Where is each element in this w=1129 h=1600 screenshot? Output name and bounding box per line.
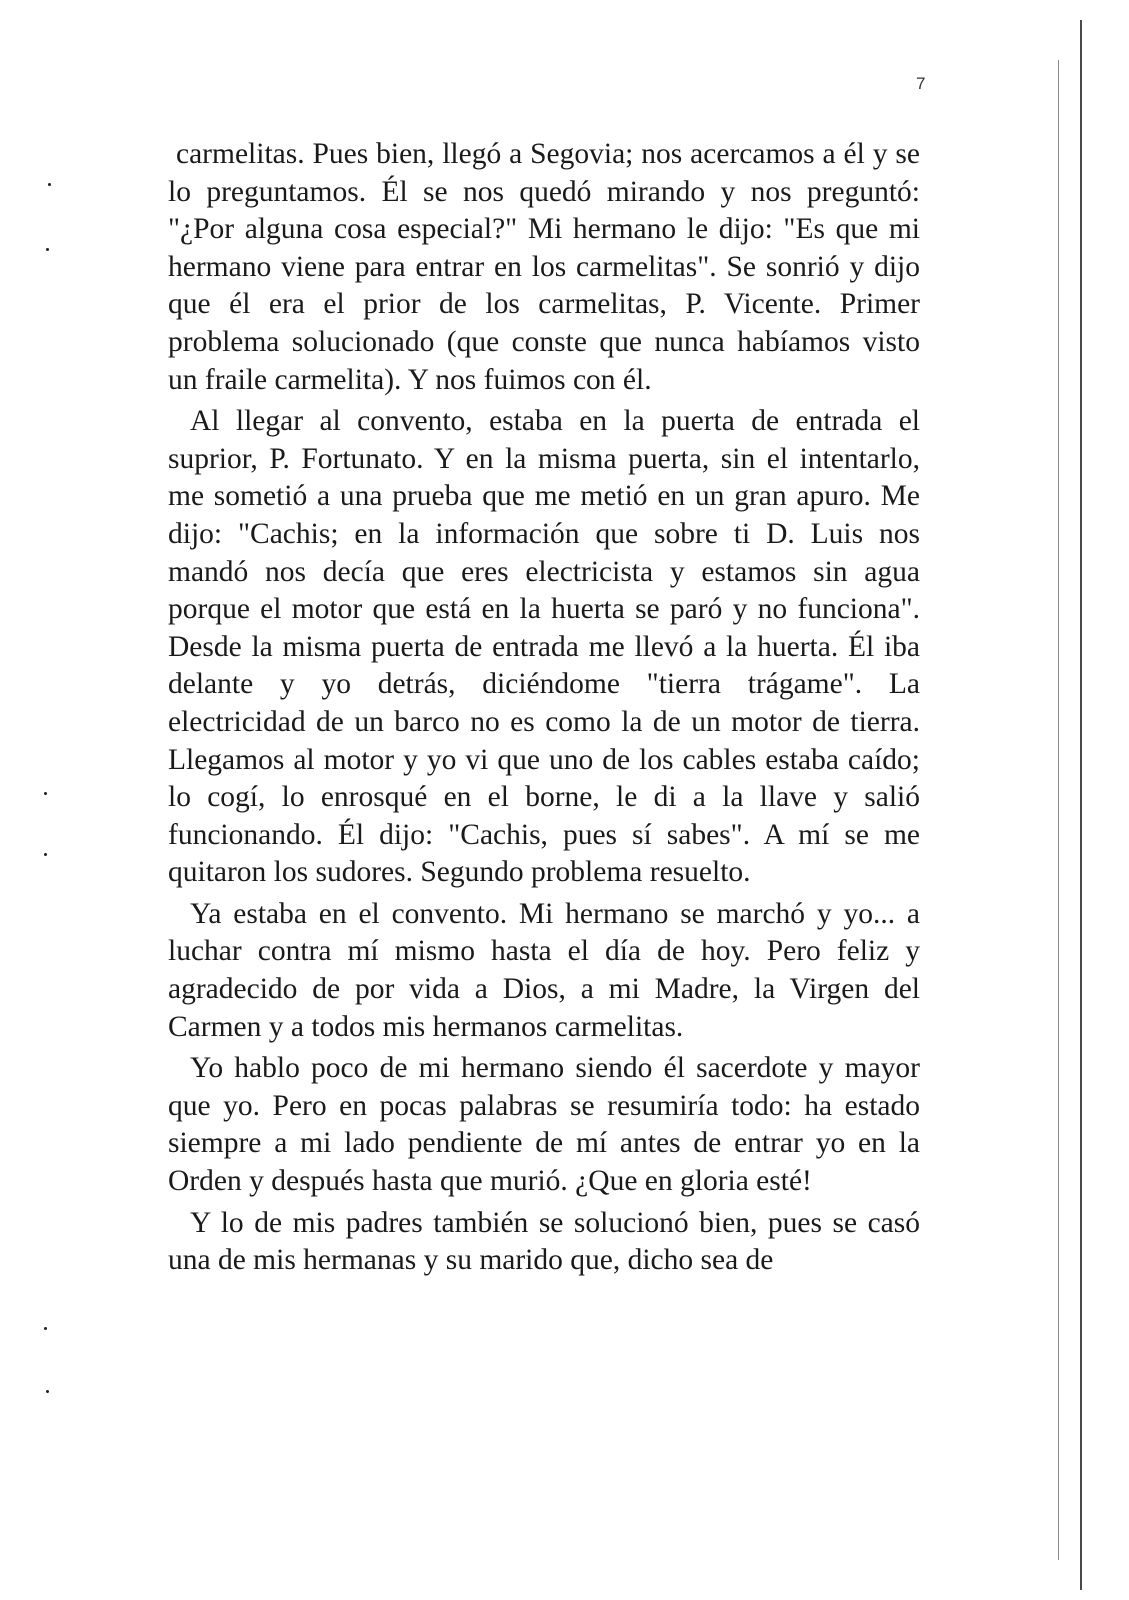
page-number: 7: [916, 74, 926, 93]
body-text: [168, 136, 920, 1284]
paragraph-1: carmelitas. Pues bien, llegó a Segovia; nos acercamos a él y se lo preguntamos. Él se nos quedó mirando y nos preguntó: "¿Por alguna cosa especial?" Mi hermano le dijo: "Es que mi hermano viene para entrar en los carmelitas". Se sonrió y dijo que él era el prior de los carmelitas, P. Vicente. Primer problema solucionado (que conste que nunca habíamos visto un fraile carmelita). Y nos fuimos con él.: [168, 138, 920, 396]
scan-speck: [48, 183, 51, 186]
scan-speck: [46, 248, 49, 251]
scan-edge-line: [1080, 20, 1082, 1590]
paragraph-2: Al llegar al convento, estaba en la puerta de entrada el suprior, P. Fortunato. Y en la misma puerta, sin el intentarlo, me sometió a una prueba que me metió en un gran apuro. Me dijo: "Cachis; en la información que sobre ti D. Luis nos mandó nos decía que eres electricista y estamos sin agua porque el motor que está en la huerta se paró y no funciona". Desde la misma puerta de entrada me llevó a la huerta. Él iba delante y yo detrás, diciéndome "tierra trágame". La electricidad de un barco no es como la de un motor de tierra. Llegamos al motor y yo vi que uno de los cables estaba caído; lo cogí, lo enrosqué en el borne, le di a la llave y salió funcionando. Él dijo: "Cachis, pues sí sabes". A mí se me quitaron los sudores. Segundo problema resuelto.: [168, 405, 920, 889]
paragraph-5: Y lo de mis padres también se solucionó bien, pues se casó una de mis hermanas y su marido que, dicho sea de: [168, 1206, 920, 1277]
paragraph-4: Yo hablo poco de mi hermano siendo él sacerdote y mayor que yo. Pero en pocas palabras se resumiría todo: ha estado siempre a mi lado pendiente de mí antes de entrar yo en la Orden y después hasta que murió. ¿Que en gloria esté!: [168, 1052, 920, 1198]
scan-speck: [44, 1327, 47, 1330]
paragraph-3: Ya estaba en el convento. Mi hermano se marchó y yo... a luchar contra mí mismo hasta el día de hoy. Pero feliz y agradecido de por vida a Dios, a mi Madre, la Virgen del Carmen y a todos mis hermanos carmelitas.: [168, 897, 920, 1043]
scan-speck: [44, 792, 47, 795]
scan-speck: [44, 853, 47, 856]
scan-edge-line-inner: [1058, 60, 1059, 1560]
scan-speck: [46, 1390, 49, 1393]
